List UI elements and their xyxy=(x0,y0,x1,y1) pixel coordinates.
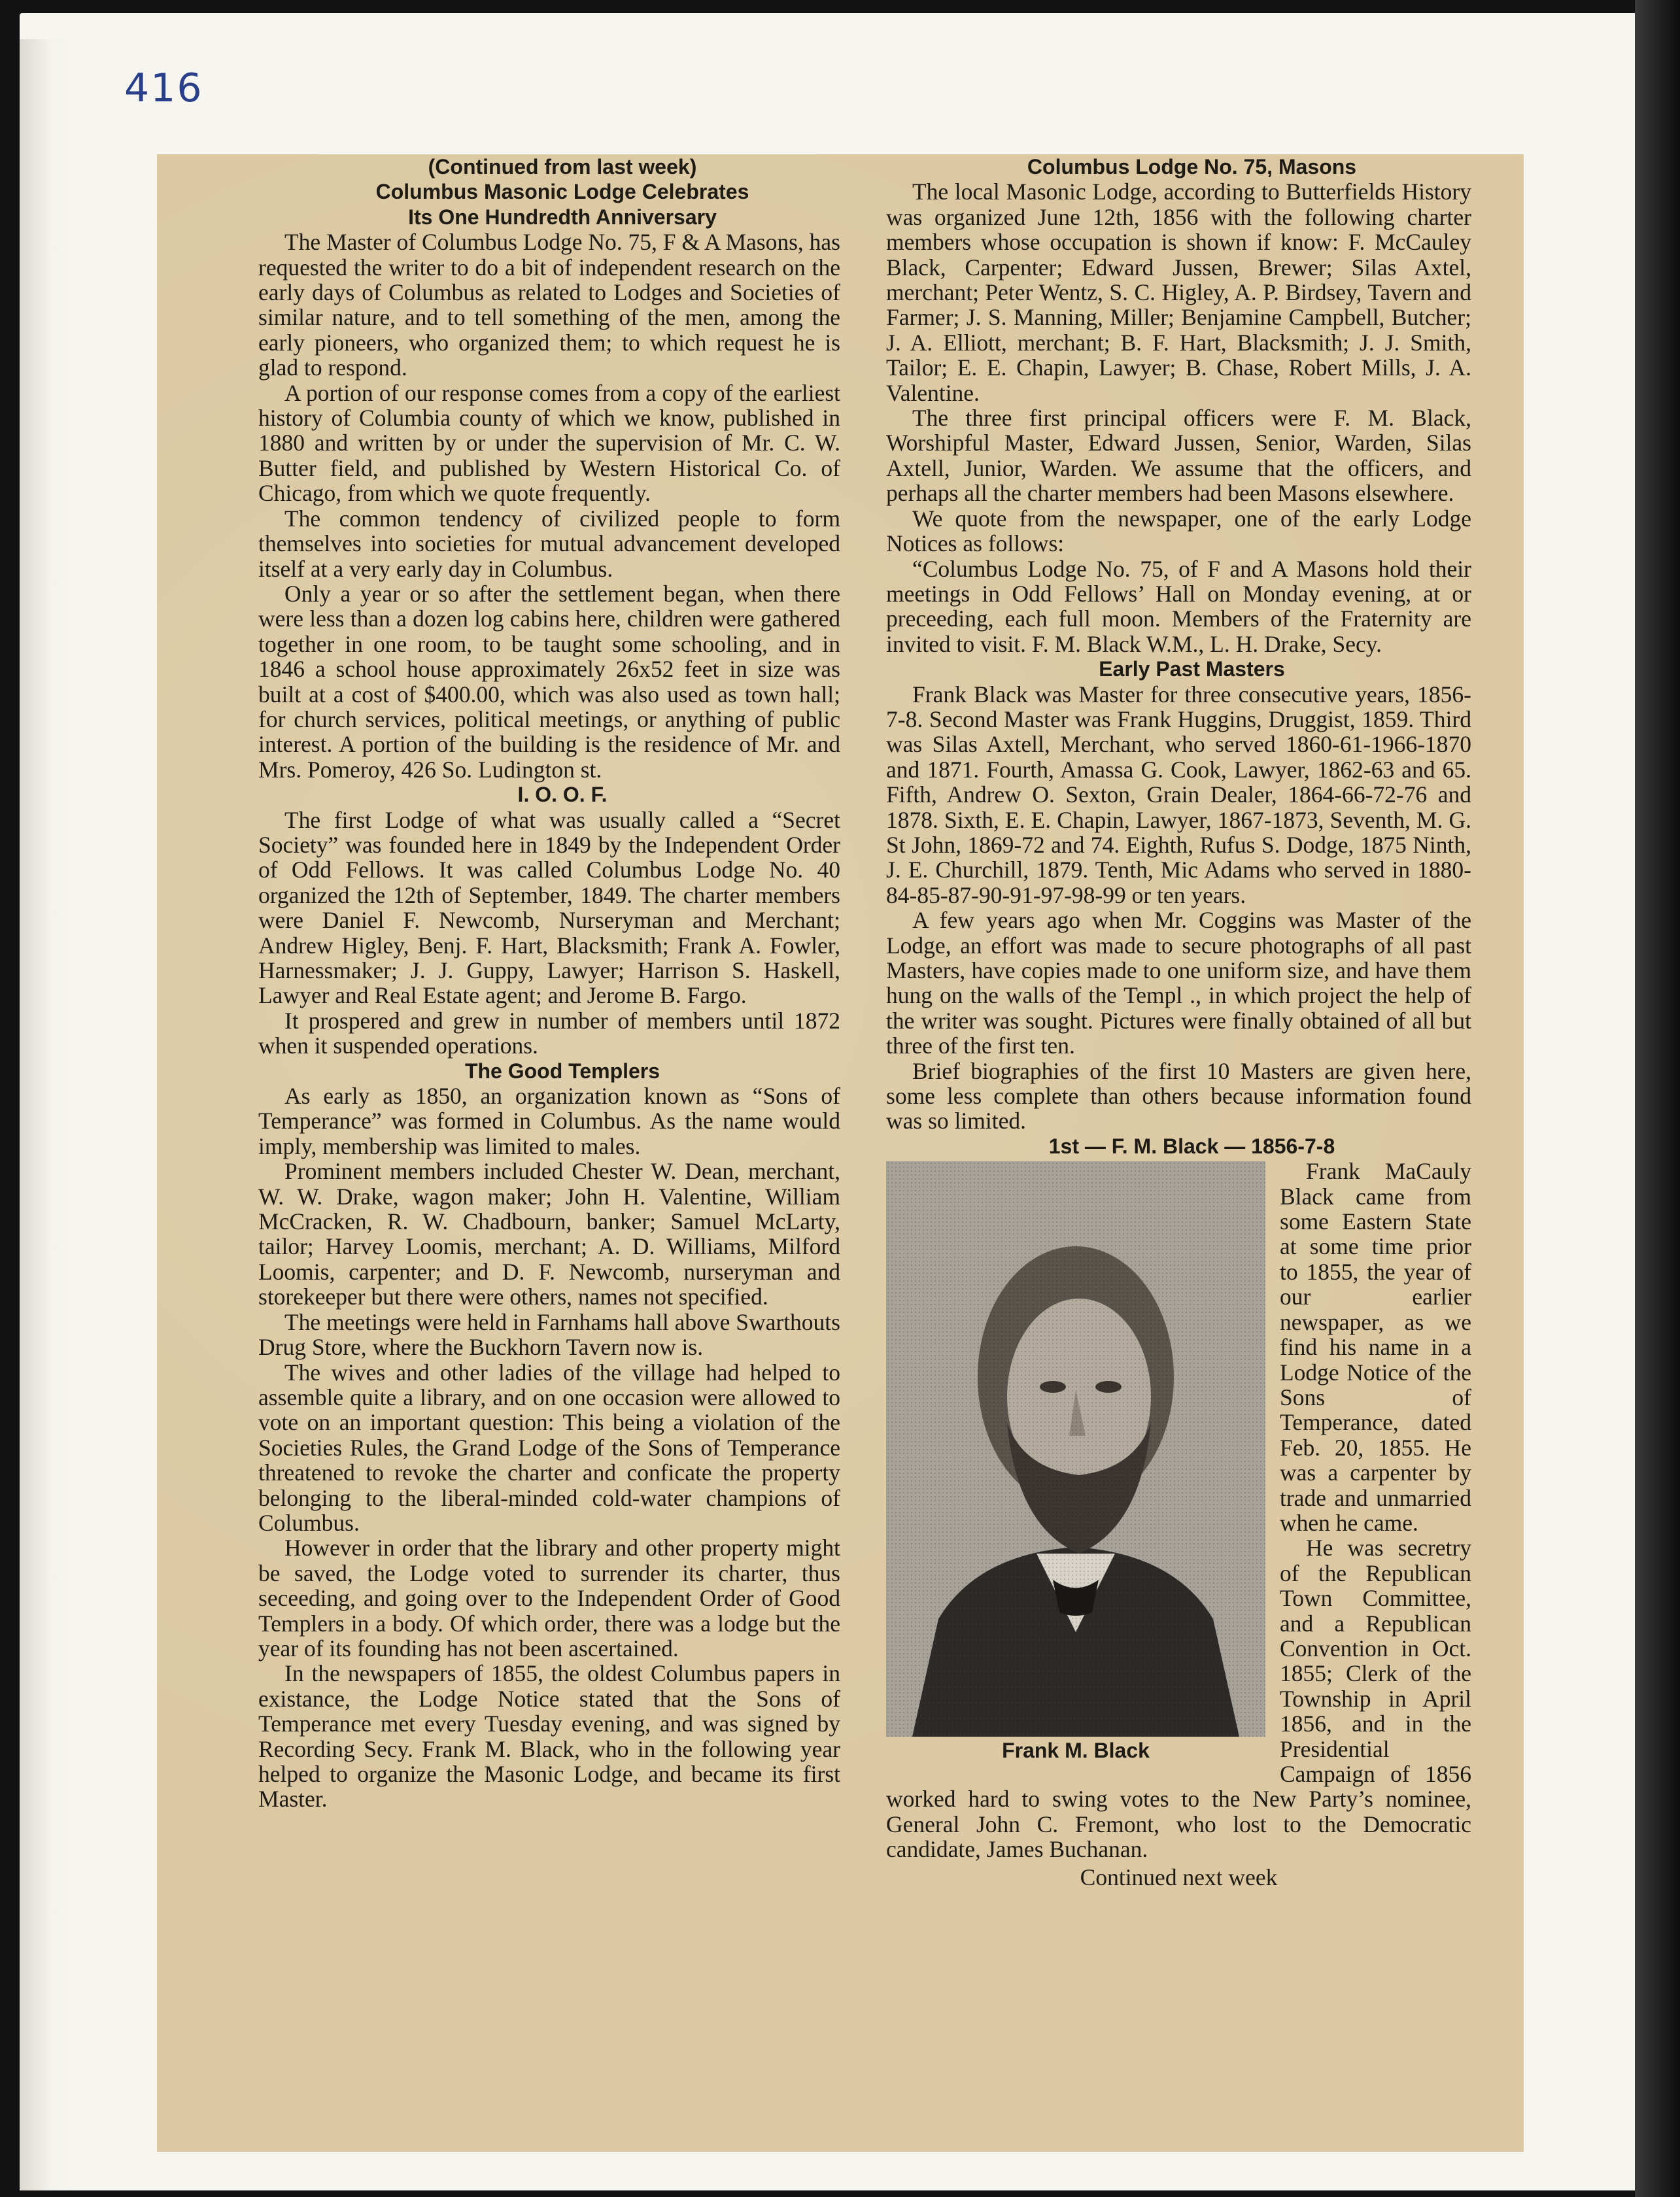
paragraph: Brief biographies of the first 10 Masters are given here, some less complete than others because information found was so limited. xyxy=(886,1057,1471,1134)
article-title-line2: Its One Hundredth Anniversary xyxy=(408,205,717,229)
paragraph: Only a year or so after the settlement began, when there were less than a dozen log cabins here, children were gathered together in one room, to be taught some schooling, and in 1846 a school house approximately 26x52 feet in size was built at a cost of $400.00, which was also used as town hall; for church services, political meetings, or anything of public interest. A portion of the building is the residence of Mr. and Mrs. Pomeroy, 426 So. Ludington st. xyxy=(258,580,840,783)
page-number: 416 xyxy=(124,65,203,111)
portrait-block xyxy=(886,1161,1265,1763)
portrait-photo xyxy=(886,1161,1265,1737)
article-title-line1: Columbus Masonic Lodge Celebrates xyxy=(375,180,749,204)
paragraph: The three first principal officers were F. M. Black, Worshipful Master, Edward Jussen, Senior, Warden, Silas Axtell, Junior, Warden. We assume that the officers, and perhaps all the charter members had been Masons elsewhere. xyxy=(886,405,1471,507)
binding-shadow xyxy=(1635,0,1680,2197)
paragraph: As early as 1850, an organization known as “Sons of Temperance” was formed in Columbus. As the name would imply, membership was limited to males. xyxy=(258,1083,840,1159)
paragraph: The Master of Columbus Lodge No. 75, F & A Masons, has requested the writer to do a bit of independent research on the early days of Columbus as related to Lodges and Societies of similar nature, and to tell something of the men, among the early pioneers, who organized them; to which request he is glad to respond. xyxy=(258,229,840,381)
paragraph: The first Lodge of what was usually called a “Secret Society” was founded here in 1849 by the Independent Order of Odd Fellows. It was called Columbus Lodge No. 40 organized the 12th of September, 1849. The charter members were Daniel F. Newcomb, Nurseryman and Merchant; Andrew Higley, Benj. F. Hart, Blacksmith; Frank A. Fowler, Harnessmaker; J. J. Guppy, Lawyer; Harrison S. Haskell, Lawyer and Real Estate agent; and Jerome B. Fargo. xyxy=(258,806,840,1009)
section-heading-lodge: Columbus Lodge No. 75, Masons xyxy=(1027,155,1357,179)
paragraph: We quote from the newspaper, one of the early Lodge Notices as follows: xyxy=(886,505,1471,557)
left-column xyxy=(258,154,840,1812)
paragraph: The meetings were held in Farnhams hall above Swarthouts Drug Store, where the Buckhorn Tavern now is. xyxy=(258,1308,840,1361)
photo-caption: Frank M. Black xyxy=(1002,1739,1150,1763)
paragraph: The local Masonic Lodge, according to Butterfields History was organized June 12th, 1856 with the following charter members whose occupation is shown if know: F. McCauley Black, Carpenter; Edward Jussen, Brewer; Silas Axtel, merchant; Peter Wentz, S. C. Higley, A. P. Birdsey, Tavern and Farmer; J. S. Manning, Miller; Benjamine Campbell, Butcher; J. A. Elliott, merchant; B. F. Hart, Blacksmith; J. J. Smith, Tailor; E. E. Chapin, Lawyer; B. Chase, Robert Mills, J. A. Valentine. xyxy=(886,179,1471,406)
paragraph: Frank MaCauly Black came from some Eastern State at some time prior to 1855, the year of our earlier newspaper, as we find his name in a Lodge Notice of the Sons of Temperance, dated Feb. 20, 1855. He was a carpenter by trade and unmarried when he came. xyxy=(1280,1158,1471,1536)
right-column xyxy=(886,154,1471,1890)
page-edge xyxy=(20,39,72,2190)
paragraph: The wives and other ladies of the village had helped to assemble quite a library, and on one occasion were allowed to vote on an important question: This being a violation of the Societies Rules, the Grand Lodge of the Sons of Temperance threatened to revoke the charter and conficate the property belonging to the liberal-minded cold-water champions of Columbus. xyxy=(258,1359,840,1536)
continued-header: (Continued from last week) xyxy=(428,155,697,179)
paragraph: In the newspapers of 1855, the oldest Columbus papers in existance, the Lodge Notice stated that the Sons of Temperance met every Tuesday evening, and was signed by Recording Secy. Frank M. Black, who in the following year helped to organize the Masonic Lodge, and became its first Master. xyxy=(258,1660,840,1813)
section-heading-masters: Early Past Masters xyxy=(1099,657,1285,681)
section-heading-ioof: I. O. O. F. xyxy=(517,783,608,807)
section-heading-templars: The Good Templers xyxy=(464,1059,660,1083)
paragraph: It prospered and grew in number of members until 1872 when it suspended operations. xyxy=(258,1007,840,1059)
paragraph: He was secretry of the Republican Town Committee, and a Republican Convention in Oct. 1855; Clerk of the Township in April 1856, and in the Presidential Campaign of 1856 worked hard to swing votes to the New Party’s nominee, General John C. Fremont, who lost to the Democratic candidate, James Buchanan. xyxy=(886,1535,1471,1863)
paragraph: Prominent members included Chester W. Dean, merchant, W. W. Drake, wagon maker; John H. Valentine, William McCracken, R. W. Chadbourn, banker; Samuel McLarty, tailor; Harvey Loomis, merchant; A. D. Williams, Milford Loomis, carpenter; and D. F. Newcomb, nurseryman and storekeeper but there were others, names not specified. xyxy=(258,1158,840,1310)
paragraph: Frank Black was Master for three consecutive years, 1856-7-8. Second Master was Frank Huggins, Druggist, 1859. Third was Silas Axtell, Merchant, who served 1860-61-1966-1870 and 1871. Fourth, Amassa G. Cook, Lawyer, 1862-63 and 65. Fifth, Andrew O. Sexton, Grain Dealer, 1864-66-72-76 and 1878. Sixth, E. E. Chapin, Lawyer, 1867-1873, Seventh, M. G. St John, 1869-72 and 74. Eighth, Rufus S. Dodge, 1875 Ninth, J. E. Churchill, 1879. Tenth, Mic Adams who served in 1880-84-85-87-90-91-97-98-99 or ten years. xyxy=(886,681,1471,908)
paragraph: “Columbus Lodge No. 75, of F and A Masons hold their meetings in Odd Fellows’ Hall on Monday evening, at or preceeding, each full moon. Members of the Fraternity are invited to visit. F. M. Black W.M., L. H. Drake, Secy. xyxy=(886,555,1471,657)
paragraph: A few years ago when Mr. Coggins was Master of the Lodge, an effort was made to secure photographs of all past Masters, have copies made to one uniform size, and have them hung on the walls of the Templ ., in which project the help of the writer was sought. Pictures were finally obtained of all but three of the first ten. xyxy=(886,907,1471,1059)
continued-footer: Continued next week xyxy=(1080,1864,1278,1890)
paragraph: However in order that the library and other property might be saved, the Lodge voted to surrender its charter, thus seceeding, and going over to the Independent Order of Good Templers in a body. Of which order, there was a lodge but the year of its founding has not been ascertained. xyxy=(258,1535,840,1661)
paragraph: A portion of our response comes from a copy of the earliest history of Columbia county of which we know, published in 1880 and written by or under the supervision of Mr. C. W. Butter field, and published by Western Historical Co. of Chicago, from which we quote frequently. xyxy=(258,379,840,507)
newspaper-clipping xyxy=(157,154,1524,2152)
section-heading-first-master: 1st — F. M. Black — 1856-7-8 xyxy=(1048,1134,1335,1158)
paragraph: The common tendency of civilized people to form themselves into societies for mutual advancement developed itself at a very early day in Columbus. xyxy=(258,505,840,582)
portrait-illustration xyxy=(886,1161,1265,1737)
